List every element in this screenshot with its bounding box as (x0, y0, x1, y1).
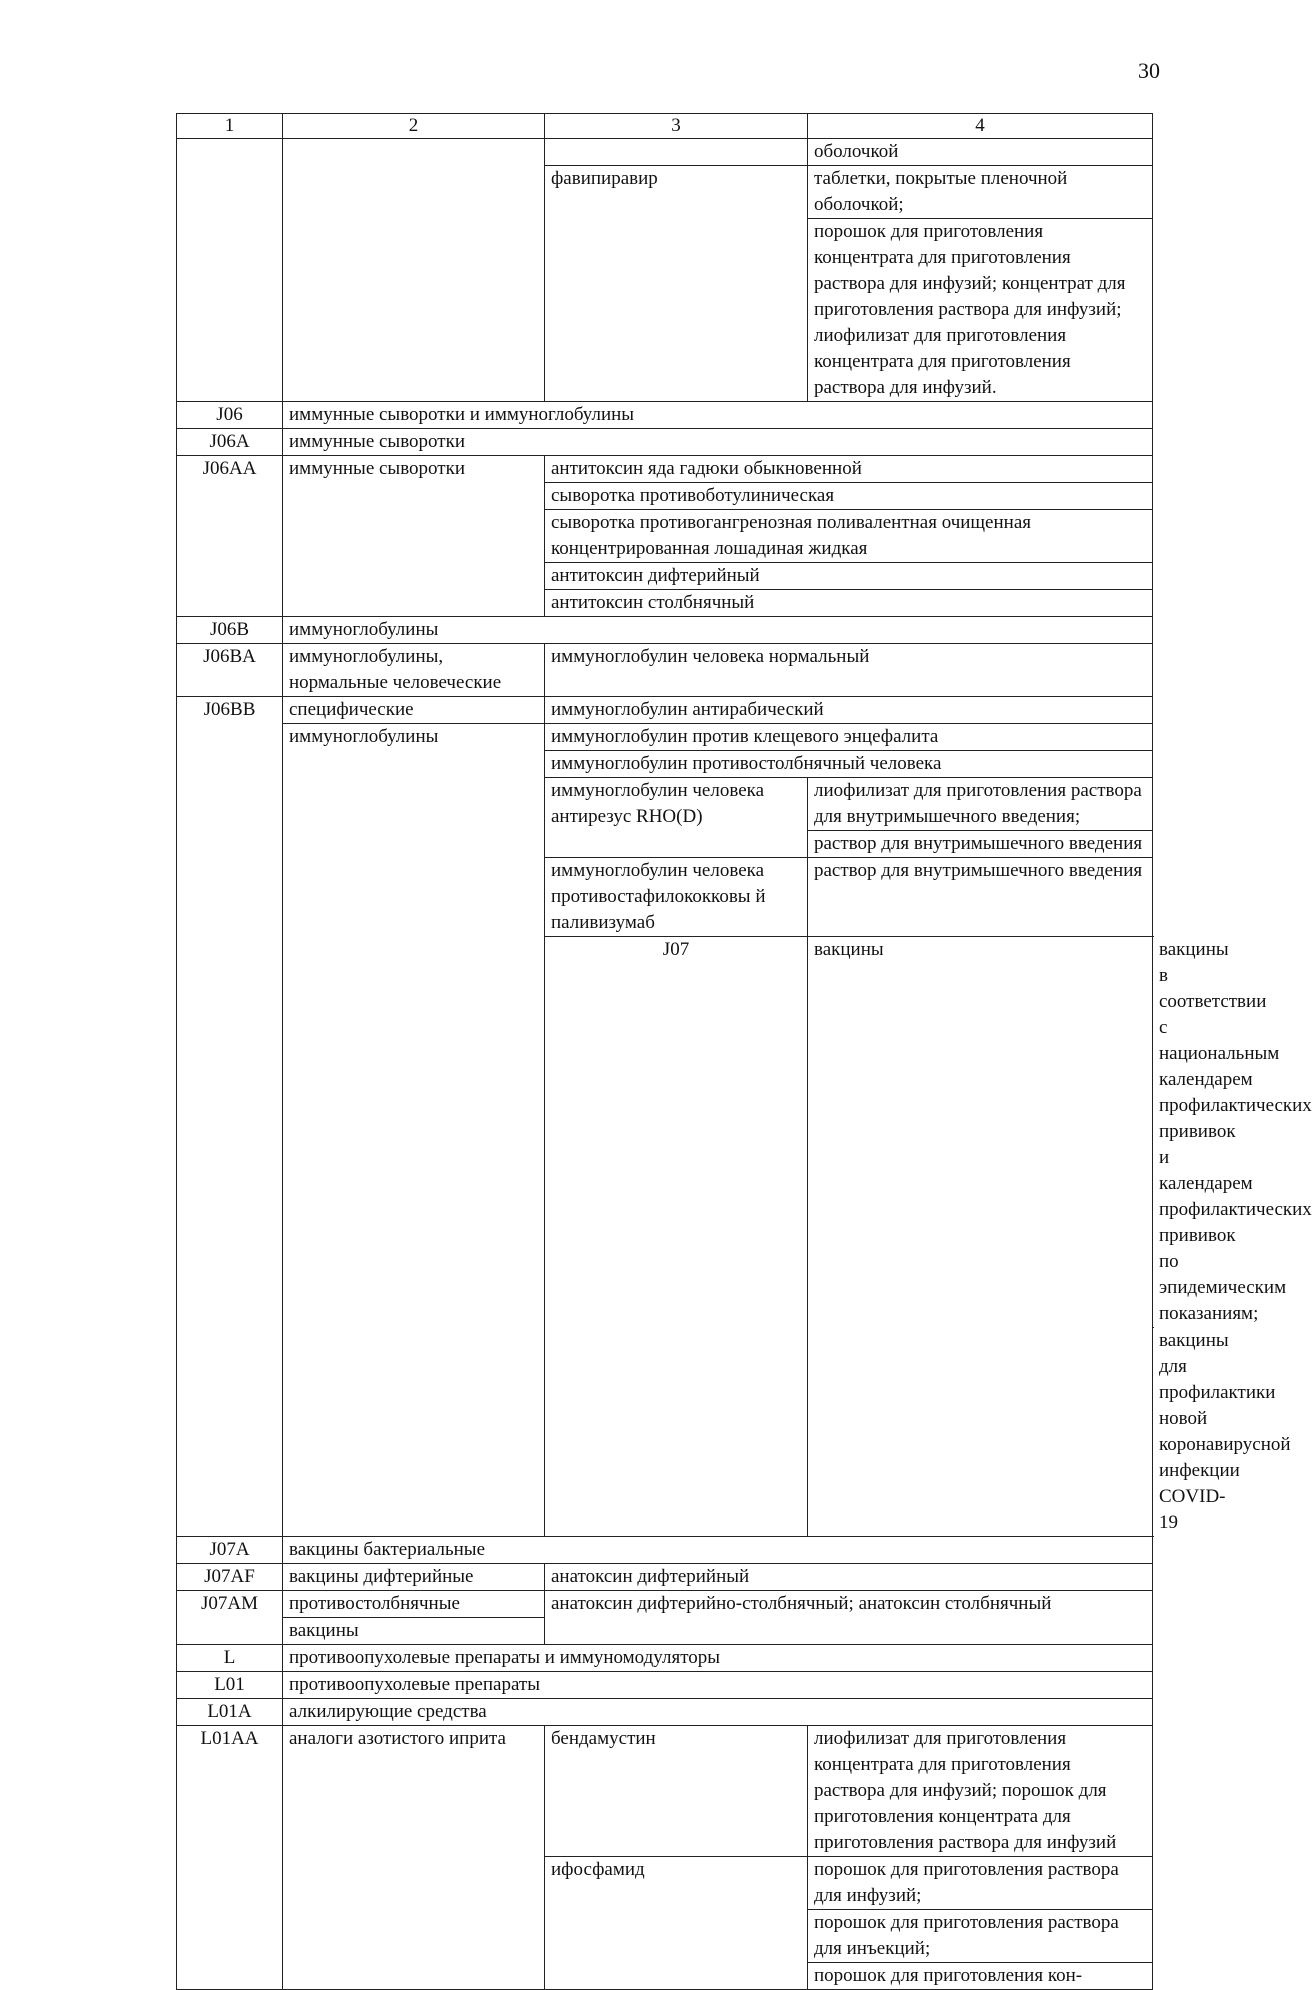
group-name: иммунные сыворотки и иммуноглобулины (283, 402, 1153, 429)
drug-name: ифосфамид (545, 1857, 808, 1990)
group-name: противоопухолевые препараты (283, 1672, 1153, 1699)
atc-code: J06AA (177, 456, 283, 617)
column-header-1: 1 (177, 114, 283, 139)
drug-list-table (176, 113, 1312, 1990)
drug-name: бендамустин (545, 1726, 808, 1857)
drug-name: сыворотка противоботулиническая (545, 483, 1153, 510)
form-cell: раствор для внутримышечного введения (808, 858, 1153, 937)
table-row (177, 429, 1153, 456)
drug-name: антитоксин яда гадюки обыкновенной (545, 456, 1153, 483)
table-row (177, 644, 1153, 697)
table-row (177, 724, 1153, 751)
table-row: J07 вакцины вакцины в соответствии с национальным календарем профилактических прививок и календарем профилактических прививок по эпидемическим показаниям; (177, 937, 1153, 1328)
atc-code: J06A (177, 429, 283, 456)
form-cell: порошок для приготовления раствора для инфузий; (808, 1857, 1153, 1910)
atc-code: L (177, 1645, 283, 1672)
group-name: противоопухолевые препараты и иммуномодуляторы (283, 1645, 1153, 1672)
code-cell (177, 139, 283, 166)
form-cell: порошок для приготовления раствора для инъекций; (808, 1910, 1153, 1963)
table-row (177, 402, 1153, 429)
drug-cell: фавипиравир (545, 166, 808, 402)
column-header-2: 2 (283, 114, 545, 139)
group-name: иммунные сыворотки (283, 456, 545, 617)
form-cell: лиофилизат для приготовления раствора для внутримышечного введения; (808, 778, 1153, 831)
table-row (177, 456, 1153, 483)
code-cell (177, 724, 283, 1537)
atc-code: J06BA (177, 644, 283, 697)
table-row (177, 617, 1153, 644)
table-row (177, 1591, 1153, 1618)
drug-name: иммуноглобулин противостолбнячный человека (545, 751, 1153, 778)
group-name: иммуноглобулины (283, 617, 1153, 644)
group-cell (283, 166, 545, 402)
table-row: вакцины для профилактики новой коронавирусной инфекции COVID-19 (1159, 1330, 1291, 1533)
table-row (177, 166, 1153, 219)
table-header-row (177, 114, 1153, 139)
form-cell: порошок для приготовления кон- (808, 1963, 1153, 1990)
table-row (177, 1645, 1153, 1672)
drug-name: анатоксин дифтерийно-столбнячный; анатоксин столбнячный (545, 1591, 1153, 1645)
drug-cell (545, 139, 808, 166)
table-row (177, 1726, 1153, 1857)
group-name: вакцины (808, 937, 1153, 1537)
atc-code: J07 (545, 937, 808, 1537)
atc-code: J07AM (177, 1591, 283, 1645)
group-name: вакцины бактериальные (283, 1537, 1153, 1564)
drug-name: иммуноглобулин человека противостафилококковы й паливизумаб (545, 858, 808, 937)
form-cell: таблетки, покрытые пленочной оболочкой; (808, 166, 1153, 219)
atc-code: J07A (177, 1537, 283, 1564)
form-cell: порошок для приготовления концентрата для приготовления раствора для инфузий; концентрат для приготовления раствора для инфузий; лиофилизат для приготовления концентрата для приготовления раствора для инфузий. (808, 219, 1153, 402)
table-row (177, 1537, 1153, 1564)
atc-code: L01 (177, 1672, 283, 1699)
atc-code: L01AA (177, 1726, 283, 1990)
page-number: 30 (1138, 58, 1160, 83)
table-row (177, 1564, 1153, 1591)
group-name: вакцины (283, 1618, 545, 1645)
atc-code: L01A (177, 1699, 283, 1726)
code-cell (177, 166, 283, 402)
table-row (177, 1672, 1153, 1699)
column-header-3: 3 (545, 114, 808, 139)
group-name: иммуноглобулины, нормальные человеческие (283, 644, 545, 697)
group-name: вакцины дифтерийные (283, 1564, 545, 1591)
drug-name: анатоксин дифтерийный (545, 1564, 1153, 1591)
column-header-4: 4 (808, 114, 1153, 139)
group-cell (283, 139, 545, 166)
atc-code: J07AF (177, 1564, 283, 1591)
table-row (177, 139, 1153, 166)
drug-name: антитоксин столбнячный (545, 590, 1153, 617)
group-name: алкилирующие средства (283, 1699, 1153, 1726)
form-cell: лиофилизат для приготовления концентрата для приготовления раствора для инфузий; порошок для приготовления концентрата для приготовления раствора для инфузий (808, 1726, 1153, 1857)
atc-code: J06 (177, 402, 283, 429)
form-cell: оболочкой (808, 139, 1153, 166)
drug-name: иммуноглобулин антирабический (545, 697, 1153, 724)
drug-name: сыворотка противогангренозная поливалентная очищенная концентрированная лошадиная жидкая (545, 510, 1153, 563)
group-name: противостолбнячные (283, 1591, 545, 1618)
drug-name: иммуноглобулин человека нормальный (545, 644, 1153, 697)
table-row (177, 1699, 1153, 1726)
drug-name: иммуноглобулин человека антирезус RHO(D) (545, 778, 808, 858)
form-cell: раствор для внутримышечного введения (808, 831, 1153, 858)
atc-code: J06BB (177, 697, 283, 724)
group-name: аналоги азотистого иприта (283, 1726, 545, 1990)
drug-name: антитоксин дифтерийный (545, 563, 1153, 590)
group-name: специфические (283, 697, 545, 724)
group-name: иммуноглобулины (283, 724, 545, 1537)
table-row (177, 697, 1153, 724)
atc-code: J06B (177, 617, 283, 644)
group-name: иммунные сыворотки (283, 429, 1153, 456)
drug-name: иммуноглобулин против клещевого энцефалита (545, 724, 1153, 751)
